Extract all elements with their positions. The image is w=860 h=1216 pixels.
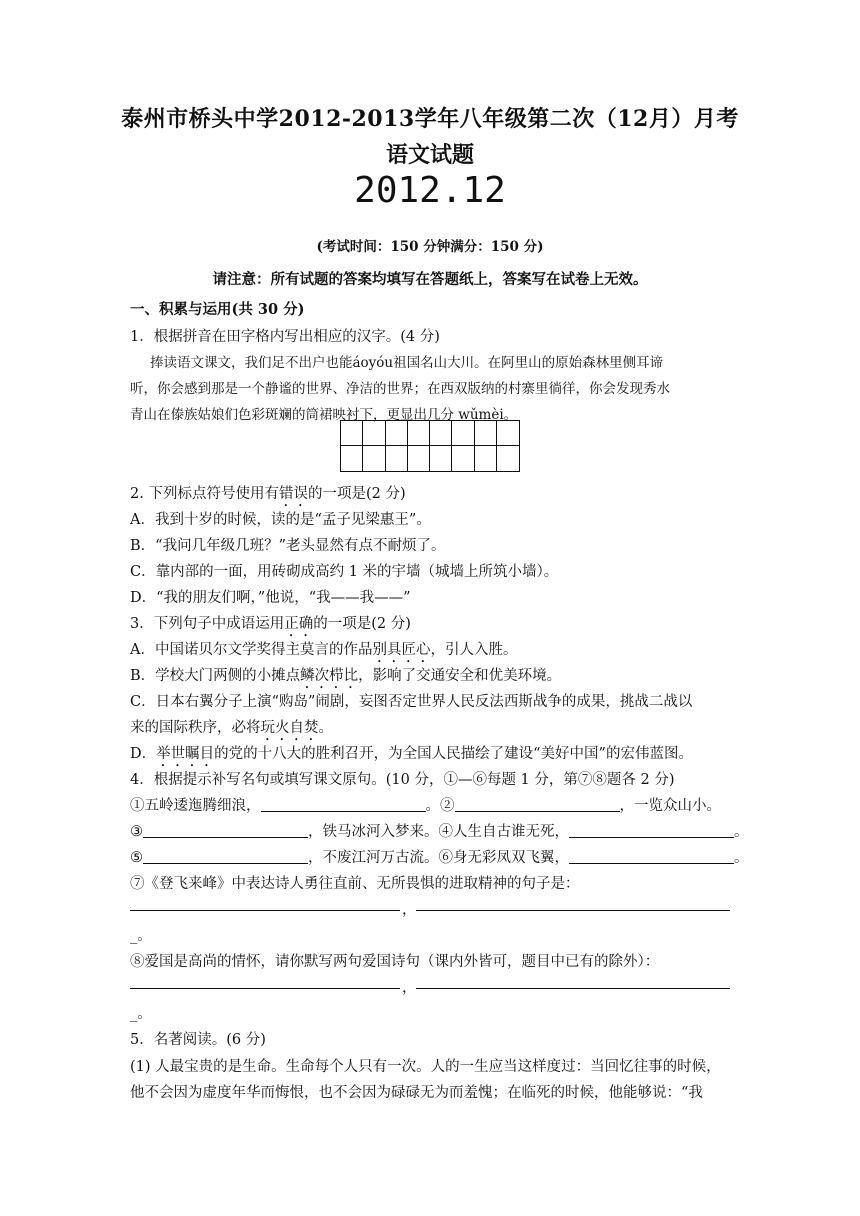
q3-stem: 3．下列句子中成语运用正确的一项是(2 分) [130,616,411,632]
q1-stem: 1．根据拼音在田字格内写出相应的汉字。(4 分) [130,329,440,345]
answer-blank[interactable] [143,849,308,864]
q2-option-d: D．“我的朋友们啊，”他说，“我——我——” [130,590,411,606]
q1-paragraph-line: 青山在傣族姑娘们色彩斑斓的筒裙映衬下，更显出几分 wǔmèi。 [130,407,518,423]
q1-paragraph-line: 捧读语文课文，我们足不出户也能áoyóu祖国名山大川。在阿里山的原始森林里侧耳谛 [150,355,664,371]
q4-stem: 4．根据提示补写名句或填写课文原句。(10 分，①—⑥每题 1 分，第⑦⑧题各 2 分) [130,772,675,788]
q2-stem: 2. 下列标点符号使用有错误的一项是(2 分) [130,486,406,502]
exam-title: 泰州市桥头中学2012-2013学年八年级第二次（12月）月考 [121,106,739,132]
q5-passage-line: 他不会因为虚度年华而悔恨，也不会因为碌碌无为而羞愧；在临死的时候，他能够说：“我 [130,1085,703,1101]
answer-blank[interactable] [569,823,734,838]
separator-comma: ， [402,902,417,918]
q4-prompt-8: ⑧爱国是高尚的情怀，请你默写两句爱国诗句（课内外皆可，题目中已有的除外）： [130,954,660,970]
q2-option-b: B．“我问几年级几班？”老头显然有点不耐烦了。 [130,538,446,554]
q4-line-2: ③ ，铁马冰河入梦来。④人生自古谁无死， 。 [130,824,749,840]
answer-line[interactable] [130,988,400,989]
answer-blank[interactable] [569,849,734,864]
q5-passage-line: (1) 人最宝贵的是生命。生命每个人只有一次。人的一生应当这样度过：当回忆往事的时候， [130,1059,721,1075]
q4-prompt-7: ⑦《登飞来峰》中表达诗人勇往直前、无所畏惧的进取精神的句子是： [130,876,580,892]
section-heading: 一、积累与运用(共 30 分) [130,301,305,318]
q2-option-c: C．靠内部的一面，用砖砌成高约 1 米的宇墙（城墙上所筑小墙）。 [130,564,559,580]
answer-line[interactable] [416,988,730,989]
line-end: _。 [130,928,152,944]
q3-option-b: B．学校大门两侧的小摊点鳞次栉比，影响了交通安全和优美环境。 [130,668,562,684]
answer-blank[interactable] [455,797,620,812]
exam-date: 2012.12 [354,170,506,211]
exam-info: (考试时间：150 分钟满分：150 分) [316,239,544,255]
exam-subtitle: 语文试题 [385,142,474,168]
answer-blank[interactable] [261,797,426,812]
answer-blank[interactable] [143,823,308,838]
separator-comma: ， [402,980,417,996]
q1-paragraph-line: 听，你会感到那是一个静谧的世界、净洁的世界；在西双版纳的村寨里徜徉，你会发现秀水 [130,381,670,397]
q3-option-c-cont: 来的国际秩序，必将玩火自焚。 [130,720,333,736]
tianzige-grid[interactable] [340,420,520,472]
exam-notice: 请注意：所有试题的答案均填写在答题纸上，答案写在试卷上无效。 [212,271,648,288]
q3-option-d: D．举世瞩目的党的十八大的胜利召开，为全国人民描绘了建设“美好中国”的宏伟蓝图。 [130,746,693,762]
q2-option-a: A．我到十岁的时候，读的是“孟子见梁惠王”。 [130,512,431,528]
line-end: _。 [130,1006,152,1022]
answer-line[interactable] [130,910,400,911]
q4-line-3: ⑤ ，不废江河万古流。⑥身无彩凤双飞翼， 。 [130,850,749,866]
q3-option-c: C．日本右翼分子上演“购岛”闹剧，妄图否定世界人民反法西斯战争的成果，挑战二战以 [130,694,693,710]
q3-option-a: A．中国诺贝尔文学奖得主莫言的作品别具匠心，引人入胜。 [130,642,518,658]
answer-line[interactable] [416,910,730,911]
q5-stem: 5．名著阅读。(6 分) [130,1032,266,1048]
q4-line-1: ①五岭逶迤腾细浪， 。② ，一览众山小。 [130,798,721,814]
